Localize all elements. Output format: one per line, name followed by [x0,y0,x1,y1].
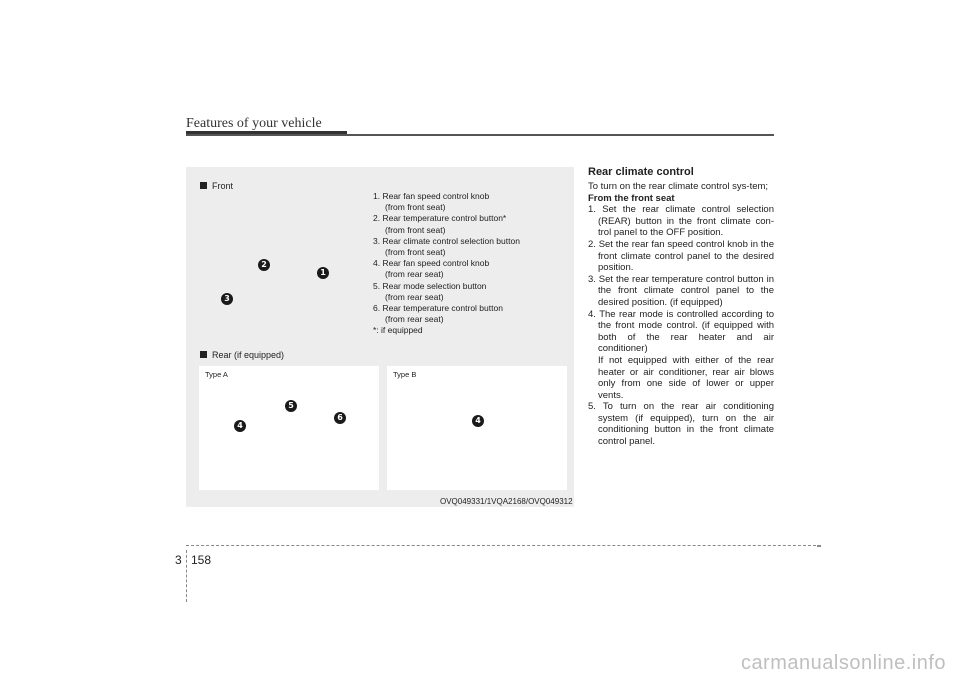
legend-list [373,191,563,337]
page-header-title: Features of your vehicle [186,116,322,131]
legend-item-subtext: (from front seat) [385,224,446,235]
legend-item-text: 5. Rear mode selection button [373,280,487,291]
watermark: carmanualsonline.info [740,652,946,674]
step-item: 3. Set the rear temperature control button in the front climate control panel to the desired position. (if equipped) [588,273,774,308]
legend-item [373,213,563,235]
legend-item-text: 4. Rear fan speed control knob [373,258,490,269]
legend-item-subtext: (from rear seat) [385,314,444,325]
callout-6-icon: 6 [334,412,346,424]
step-item: 1. Set the rear climate control selection (REAR) button in the front climate con-trol panel to the OFF position. [588,204,774,239]
legend-item [373,303,563,325]
square-bullet-icon [200,351,207,358]
front-label [200,181,233,191]
legend-item [373,191,563,213]
figure-caption: OVQ049331/1VQA2168/OVQ049312 [440,497,573,506]
steps-list [588,204,774,447]
legend-item-subtext: (from rear seat) [385,291,444,302]
legend-item-subtext: (from rear seat) [385,269,444,280]
section-body [588,181,774,448]
front-label-text: Front [212,181,234,191]
legend-item [373,236,563,258]
type-a-label: Type A [205,370,228,379]
page-number: 158 [191,553,212,567]
intro-paragraph: To turn on the rear climate control sys-tem; [588,181,769,192]
legend-item-text: 1. Rear fan speed control knob [373,191,490,201]
footer-rule [186,545,821,546]
callout-4-icon: 4 [234,420,246,432]
step-item: 5. To turn on the rear air conditioning system (if equipped), turn on the air conditioning button in the front climate control panel. [588,401,774,448]
step-item: 2. Set the rear fan speed control knob in the front climate control panel to the desired position. [588,238,774,274]
step-item: 4. The rear mode is controlled according to the front mode control. (if equipped with both of the rear heater and air conditioner) [588,308,774,355]
callout-1-icon: 1 [317,267,329,279]
rear-label-text: Rear (if equipped) [212,350,285,360]
type-a-box [199,366,379,490]
footer-vertical-rule [186,550,187,602]
type-b-label: Type B [393,370,417,379]
callout-5-icon: 5 [285,400,297,412]
step-note: If not equipped with either of the rear heater or air conditioner, rear air blows only from one side of lower or upper vents. [598,354,774,401]
callout-4-icon: 4 [472,415,484,427]
section-title: Rear climate control [588,166,694,178]
callout-3-icon: 3 [221,293,233,305]
legend-item-subtext: (from front seat) [385,247,446,258]
callout-2-icon: 2 [258,259,270,271]
legend-item [373,281,563,303]
legend-footnote-text: *: if equipped [373,325,423,336]
legend-item [373,258,563,280]
header-rule [186,134,774,136]
legend-footnote [373,325,563,336]
rear-label [200,350,284,360]
legend-item-text: 2. Rear temperature control button* [373,213,507,224]
square-bullet-icon [200,182,207,189]
chapter-number: 3 [175,553,182,567]
legend-item-text: 6. Rear temperature control button [373,303,503,314]
type-b-box [387,366,567,490]
subheading: From the front seat [588,192,675,204]
footer-rule-end [817,545,821,547]
legend-item-subtext: (from front seat) [385,202,446,213]
legend-item-text: 3. Rear climate control selection button [373,235,520,246]
